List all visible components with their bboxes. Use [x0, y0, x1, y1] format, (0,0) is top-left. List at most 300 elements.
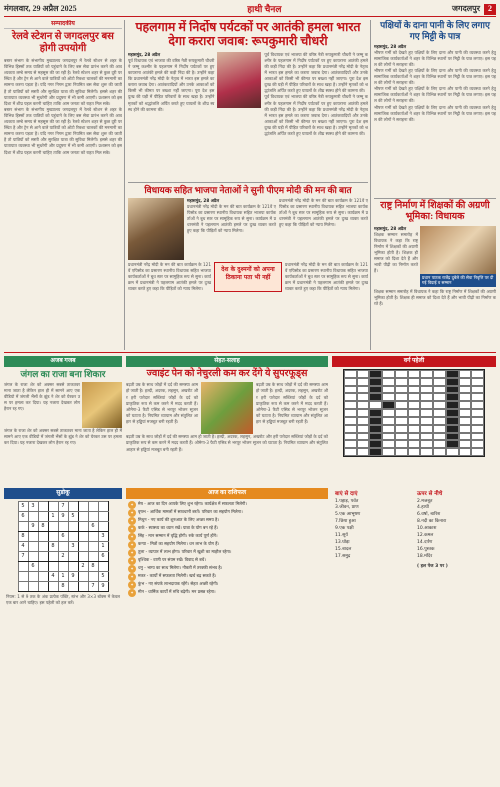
horoscope-text: कर्क - स्वास्थ्य का ध्यान रखें। यात्रा के योग बन रहे हैं।: [138, 525, 219, 530]
sudoku-cell[interactable]: 6: [98, 552, 108, 562]
sudoku-cell[interactable]: 1: [48, 512, 58, 522]
right-top-body: भीषण गर्मी को देखते हुए पक्षियों के लिए दाना और पानी की व्यवस्था करने हेतु सामाजिक कार्यकर्ताओं ने शहर के विभिन्न स्थानों पर मिट्टी के पात्र लगाए। इस पहल की लोगों ने सराहना की।: [374, 49, 496, 67]
crossword-cell[interactable]: [357, 417, 370, 425]
crossword-cell[interactable]: [420, 370, 433, 378]
sudoku-cell[interactable]: 9: [58, 512, 68, 522]
crossword-cell[interactable]: [357, 370, 370, 378]
crossword-cell[interactable]: [408, 433, 421, 441]
crossword-cell[interactable]: [408, 378, 421, 386]
crossword-cell[interactable]: [420, 378, 433, 386]
lead-story: [128, 20, 368, 180]
crossword-cell[interactable]: [357, 440, 370, 448]
sudoku-cell[interactable]: [28, 582, 38, 592]
horoscope-item: [128, 501, 326, 509]
crossword-cell[interactable]: [459, 433, 472, 441]
crossword-clue: 1.पहाड़, पर्वत: [335, 498, 359, 504]
sudoku-cell[interactable]: [68, 552, 78, 562]
crossword-cell: [369, 409, 382, 417]
crossword-clue: 8.नदी का किनारा: [417, 519, 447, 525]
sudoku-row: [18, 542, 108, 552]
sudoku-cell[interactable]: [88, 512, 98, 522]
crossword-cell: [446, 440, 459, 448]
sudoku-cell[interactable]: [78, 502, 88, 512]
sudoku-cell[interactable]: 1: [58, 572, 68, 582]
crossword-cell[interactable]: [344, 440, 357, 448]
lead-body-cont2: पूर्व विधायक एवं भाजपा की वरिष्ठ नेत्री रूपकुमारी चौधरी ने जम्मू कश्मीर के पहलगाम में निर्दोष पर्यटकों पर हुए कायराना आतंकी हमले की कड़ी निंदा की है। उन्होंने कहा कि प्रधानमंत्री नरेंद्र मोदी के नेतृत्व में भारत इस हमले का करारा जवाब देगा। आतंकवादियों और उनके आकाओं को किसी भी कीमत पर बख्शा नहीं जाएगा। पूरा देश इस दुःख की घड़ी में पीड़ित परिवारों के साथ खड़ा है। उन्होंने मृतकों को श्रद्धांजलि अर्पित करते हुए घायलों के शीघ्र स्वस्थ होने की कामना की।: [264, 94, 368, 136]
down-title: ऊपर से नीचे: [417, 491, 443, 497]
right-top-dateline: महासमुंद, 28 अप्रैल: [374, 43, 407, 49]
crossword-cell[interactable]: [395, 433, 408, 441]
crossword-cell[interactable]: [357, 393, 370, 401]
sudoku-cell[interactable]: [18, 522, 28, 532]
sudoku-cell[interactable]: 5: [98, 572, 108, 582]
health-tag: सेहत-सलाह: [126, 356, 328, 367]
sudoku-cell[interactable]: [38, 502, 48, 512]
crossword-cell[interactable]: [459, 417, 472, 425]
sudoku-cell[interactable]: 5: [18, 502, 28, 512]
crossword-cell[interactable]: [344, 378, 357, 386]
crossword-cell[interactable]: [433, 393, 446, 401]
editorial-tag: सम्पादकीय: [4, 20, 122, 29]
crossword-cell[interactable]: [446, 448, 459, 456]
sudoku-rule: नियम: 1 से 9 तक के अंक प्रत्येक पंक्ति, स्तंभ और 3×3 बॉक्स में केवल एक बार आने चाहिए। इस पहेली को हल करें।: [6, 594, 120, 606]
sudoku-cell[interactable]: [88, 532, 98, 542]
crossword-cell[interactable]: [408, 417, 421, 425]
sudoku-cell[interactable]: [38, 562, 48, 572]
crossword-cell[interactable]: [344, 448, 357, 456]
crossword-cell[interactable]: [471, 440, 484, 448]
crossword-cell[interactable]: [382, 370, 395, 378]
sudoku-cell[interactable]: [48, 582, 58, 592]
crossword-cell[interactable]: [344, 433, 357, 441]
sudoku-cell[interactable]: [38, 582, 48, 592]
crossword-cell[interactable]: [357, 433, 370, 441]
crossword-cell[interactable]: [382, 409, 395, 417]
editorial-headline: रेलवे स्टेशन से जगदलपुर बस होगी उपयोगी: [12, 31, 114, 55]
sudoku-cell[interactable]: [68, 562, 78, 572]
sudoku-cell[interactable]: [88, 542, 98, 552]
sudoku-cell[interactable]: [88, 572, 98, 582]
crossword-cell[interactable]: [459, 440, 472, 448]
crossword-cell[interactable]: [459, 370, 472, 378]
horoscope-text: मेष - आज का दिन आपके लिए शुभ रहेगा। कार्यक्षेत्र में सफलता मिलेगी।: [138, 501, 247, 506]
sudoku-cell[interactable]: [98, 522, 108, 532]
crossword-cell[interactable]: [344, 417, 357, 425]
crossword-cell[interactable]: [382, 386, 395, 394]
crossword-cell[interactable]: [471, 425, 484, 433]
crossword-cell[interactable]: [395, 440, 408, 448]
crossword-cell[interactable]: [408, 409, 421, 417]
horoscope-text: वृश्चिक - वाणी पर संयम रखें। विवाद से बचें।: [138, 557, 206, 562]
sudoku-cell[interactable]: [48, 522, 58, 532]
right-mid-story: [374, 198, 496, 350]
sudoku-cell[interactable]: [18, 562, 28, 572]
zodiac-icon: ✦: [128, 533, 136, 541]
horoscope-text: वृषभ - आर्थिक मामलों में सावधानी बरतें। परिवार का सहयोग मिलेगा।: [138, 509, 243, 514]
horoscope-item: [128, 573, 326, 581]
crossword-cell: [446, 370, 459, 378]
crossword-cell[interactable]: [357, 409, 370, 417]
sudoku-cell[interactable]: [28, 572, 38, 582]
crossword-cell[interactable]: [471, 378, 484, 386]
crossword-cell[interactable]: [382, 448, 395, 456]
crossword-cell[interactable]: [408, 440, 421, 448]
lead-headline: पहलगाम में निर्दोष पर्यटकों पर आतंकी हमला भारत देगा करारा जवाब: रूपकुमारी चौधरी: [135, 20, 361, 49]
sudoku-cell[interactable]: 4: [18, 542, 28, 552]
sudoku-cell[interactable]: [68, 582, 78, 592]
crossword-cell[interactable]: [408, 386, 421, 394]
crossword-cell[interactable]: [471, 393, 484, 401]
health-body-cont: बढ़ती उम्र के साथ जोड़ों में दर्द की समस्या आम हो जाती है। हल्दी, अदरक, लहसुन, अखरोट और हरी पत्तेदार सब्जियां जोड़ों के दर्द को प्राकृतिक रूप से कम करने में मदद करती हैं। ओमेगा-3 फैटी एसिड से भरपूर भोजन सूजन को घटाता है। नियमित व्यायाम और संतुलित आहार से हड्डियां मजबूत बनी रहती हैं।: [256, 382, 328, 424]
crossword-cell[interactable]: [344, 425, 357, 433]
crossword-cell[interactable]: [420, 417, 433, 425]
crossword-cell[interactable]: [382, 440, 395, 448]
crossword-cell[interactable]: [395, 378, 408, 386]
sudoku-cell[interactable]: [78, 512, 88, 522]
sudoku-row: [18, 522, 108, 532]
sudoku-cell[interactable]: [38, 572, 48, 582]
crossword-cell[interactable]: [471, 386, 484, 394]
crossword-cell[interactable]: [395, 409, 408, 417]
crossword-cell: [369, 386, 382, 394]
crossword-clue: 2.मजबूत: [417, 498, 433, 504]
sudoku-cell[interactable]: [48, 502, 58, 512]
crossword-cell[interactable]: [433, 378, 446, 386]
horoscope-item: [128, 541, 326, 549]
horoscope-item: [128, 565, 326, 573]
issue-date: मंगलवार, 29 अप्रैल 2025: [4, 4, 77, 14]
crossword-cell[interactable]: [395, 386, 408, 394]
sudoku-cell[interactable]: 7: [18, 552, 28, 562]
crossword-cell: [369, 433, 382, 441]
zodiac-icon: ✦: [128, 517, 136, 525]
crossword-clue: 3.जीवन, प्राण: [335, 505, 359, 511]
sudoku-cell[interactable]: [78, 572, 88, 582]
second-body-cont2: प्रधानमंत्री नरेंद्र मोदी के मन की बात कार्यक्रम के 121वें एपिसोड का प्रसारण स्थानीय विधायक सहित भाजपा कार्यकर्ताओं ने बूथ स्तर पर सामूहिक रूप से सुना। कार्यक्रम में प्रधानमंत्री ने पहलगाम आतंकी हमले पर दुःख व्यक्त करते हुए कहा कि पीड़ितों को न्याय मिलेगा।: [128, 261, 211, 292]
sudoku-cell[interactable]: 7: [58, 502, 68, 512]
crossword-cell[interactable]: [459, 425, 472, 433]
crossword-cell[interactable]: [395, 370, 408, 378]
sudoku-row: [18, 502, 108, 512]
crossword-cell[interactable]: [344, 386, 357, 394]
sudoku-cell[interactable]: [48, 532, 58, 542]
crossword-clue: 14.दर्पण: [417, 540, 433, 546]
crossword-cell[interactable]: [408, 370, 421, 378]
horoscope-item: [128, 525, 326, 533]
crossword-cell[interactable]: [471, 433, 484, 441]
sudoku-cell[interactable]: [98, 562, 108, 572]
right-mid-body-cont: शिक्षक सम्मान समारोह में विधायक ने कहा कि राष्ट्र निर्माण में शिक्षकों की अग्रणी भूमिका होती है। शिक्षक ही समाज को दिशा देते हैं और भावी पीढ़ी का निर्माण करते हैं।: [374, 289, 496, 307]
crossword-cell[interactable]: [420, 440, 433, 448]
pull-quote: देश के दुश्मनों को अपना ठिकाना पता भी नहीं: [214, 262, 282, 292]
crossword-clue: 4.हाथी: [417, 505, 429, 511]
crossword-cell[interactable]: [433, 401, 446, 409]
zodiac-icon: ✦: [128, 501, 136, 509]
wildlife-story: [4, 356, 122, 484]
horoscope-item: [128, 517, 326, 525]
crossword-cell[interactable]: [395, 448, 408, 456]
sudoku-cell[interactable]: 8: [88, 562, 98, 572]
sudoku-cell[interactable]: 4: [48, 572, 58, 582]
crossword-cell[interactable]: [420, 386, 433, 394]
horoscope-title: आज का राशिफल: [126, 488, 328, 499]
zodiac-icon: ✦: [128, 581, 136, 589]
horoscope-text: कुंभ - नए संपर्क लाभदायक रहेंगे। सेहत अच्छी रहेगी।: [138, 581, 219, 586]
second-body-cont3: प्रधानमंत्री नरेंद्र मोदी के मन की बात कार्यक्रम के 121वें एपिसोड का प्रसारण स्थानीय विधायक सहित भाजपा कार्यकर्ताओं ने बूथ स्तर पर सामूहिक रूप से सुना। कार्यक्रम में प्रधानमंत्री ने पहलगाम आतंकी हमले पर दुःख व्यक्त करते हुए कहा कि पीड़ितों को न्याय मिलेगा।: [285, 261, 368, 292]
crossword-cell[interactable]: [471, 448, 484, 456]
sudoku-cell[interactable]: [48, 562, 58, 572]
second-dateline: महासमुंद, 28 अप्रैल: [187, 197, 220, 203]
horoscope-text: कन्या - मित्रों का सहयोग मिलेगा। धन लाभ के योग हैं।: [138, 541, 220, 546]
crossword-grid[interactable]: [343, 369, 485, 457]
crossword-cell[interactable]: [357, 425, 370, 433]
masthead: [4, 3, 496, 17]
sudoku-cell[interactable]: 7: [88, 582, 98, 592]
crossword-cell: [446, 401, 459, 409]
crossword-cell[interactable]: [382, 393, 395, 401]
sudoku-row: [18, 552, 108, 562]
section-name: जगदलपुर: [452, 4, 480, 14]
sudoku-cell[interactable]: 6: [28, 562, 38, 572]
sudoku-cell[interactable]: [38, 512, 48, 522]
crossword-cell[interactable]: [369, 401, 382, 409]
crossword-clue: 10.आकाश: [417, 526, 437, 532]
band-rule: [4, 352, 496, 353]
crossword-cell[interactable]: [471, 370, 484, 378]
sudoku-cell[interactable]: 9: [28, 522, 38, 532]
sudoku-cell[interactable]: [18, 582, 28, 592]
right-mid-body: शिक्षक सम्मान समारोह में विधायक ने कहा कि राष्ट्र निर्माण में शिक्षकों की अग्रणी भूमिका होती है। शिक्षक ही समाज को दिशा देते हैं और भावी पीढ़ी का निर्माण करते हैं।: [374, 231, 418, 274]
crossword-cell[interactable]: [459, 448, 472, 456]
sudoku-cell[interactable]: 8: [48, 542, 58, 552]
sudoku-cell[interactable]: [78, 532, 88, 542]
crossword-cell[interactable]: [433, 386, 446, 394]
crossword-cell[interactable]: [433, 417, 446, 425]
sudoku-cell[interactable]: [58, 542, 68, 552]
crossword-cell[interactable]: [459, 409, 472, 417]
crossword-cell[interactable]: [420, 425, 433, 433]
crossword-cell[interactable]: [344, 401, 357, 409]
sudoku-cell[interactable]: [18, 572, 28, 582]
horoscope-box: [126, 488, 328, 783]
sudoku-cell[interactable]: 6: [18, 512, 28, 522]
crossword-cell[interactable]: [420, 409, 433, 417]
crossword-cell[interactable]: [433, 440, 446, 448]
sudoku-cell[interactable]: 8: [38, 522, 48, 532]
crossword-cell: [446, 393, 459, 401]
crossword-cell[interactable]: [382, 378, 395, 386]
superfood-photo: [201, 382, 253, 434]
health-headline: ज्वाइंट पेन को नेचुरली कम कर देंगे ये सुपरफूड्स: [146, 369, 308, 379]
horoscope-item: [128, 557, 326, 565]
second-body: प्रधानमंत्री नरेंद्र मोदी के मन की बात कार्यक्रम के 121वें एपिसोड का प्रसारण स्थानीय विधायक सहित भाजपा कार्यकर्ताओं ने बूथ स्तर पर सामूहिक रूप से सुना। कार्यक्रम में प्रधानमंत्री ने पहलगाम आतंकी हमले पर दुःख व्यक्त करते हुए कहा कि पीड़ितों को न्याय मिलेगा।: [187, 203, 276, 234]
crossword-cell[interactable]: [395, 393, 408, 401]
crossword-cell[interactable]: [357, 378, 370, 386]
sudoku-cell[interactable]: [78, 582, 88, 592]
zodiac-icon: ✦: [128, 509, 136, 517]
crossword-cell[interactable]: [433, 448, 446, 456]
zodiac-icon: ✦: [128, 549, 136, 557]
right-top-story: [374, 20, 496, 195]
sudoku-cell[interactable]: 9: [68, 572, 78, 582]
crossword-cell: [382, 401, 395, 409]
lead-body-cont: पूर्व विधायक एवं भाजपा की वरिष्ठ नेत्री रूपकुमारी चौधरी ने जम्मू कश्मीर के पहलगाम में निर्दोष पर्यटकों पर हुए कायराना आतंकी हमले की कड़ी निंदा की है। उन्होंने कहा कि प्रधानमंत्री नरेंद्र मोदी के नेतृत्व में भारत इस हमले का करारा जवाब देगा। आतंकवादियों और उनके आकाओं को किसी भी कीमत पर बख्शा नहीं जाएगा। पूरा देश इस दुःख की घड़ी में पीड़ित परिवारों के साथ खड़ा है। उन्होंने मृतकों को श्रद्धांजलि अर्पित करते हुए घायलों के शीघ्र स्वस्थ होने की कामना की।: [264, 51, 368, 94]
across-clues: [335, 499, 411, 562]
lead-body: पूर्व विधायक एवं भाजपा की वरिष्ठ नेत्री रूपकुमारी चौधरी ने जम्मू कश्मीर के पहलगाम में निर्दोष पर्यटकों पर हुए कायराना आतंकी हमले की कड़ी निंदा की है। उन्होंने कहा कि प्रधानमंत्री नरेंद्र मोदी के नेतृत्व में भारत इस हमले का करारा जवाब देगा। आतंकवादियों और उनके आकाओं को किसी भी कीमत पर बख्शा नहीं जाएगा। पूरा देश इस दुःख की घड़ी में पीड़ित परिवारों के साथ खड़ा है। उन्होंने मृतकों को श्रद्धांजलि अर्पित करते हुए घायलों के शीघ्र स्वस्थ होने की कामना की।: [128, 57, 215, 112]
sudoku-cell[interactable]: [28, 552, 38, 562]
sudoku-cell[interactable]: [78, 522, 88, 532]
sudoku-cell[interactable]: 2: [58, 552, 68, 562]
sudoku-cell[interactable]: 3: [28, 502, 38, 512]
zodiac-icon: ✦: [128, 525, 136, 533]
crossword-cell[interactable]: [408, 393, 421, 401]
crossword-cell[interactable]: [433, 370, 446, 378]
sudoku-cell[interactable]: 1: [98, 542, 108, 552]
sudoku-row: [18, 562, 108, 572]
sudoku-row: [18, 582, 108, 592]
sudoku-cell[interactable]: [38, 552, 48, 562]
editorial-body-cont: बस्तर संभाग के संभागीय मुख्यालय जगदलपुर में रेलवे स्टेशन से शहर के विभिन्न हिस्सों तक यात्रियों को पहुंचाने के लिए बस सेवा प्रारंभ करने की आवश्यकता लम्बे समय से महसूस की जा रही है। रेलवे स्टेशन शहर से कुछ दूरी पर स्थित है और ट्रेन से आने वाले यात्रियों को ऑटो रिक्शा चालकों की मनमानी का सामना करना पड़ता है। यदि नगर निगम द्वारा नियमित बस सेवा शुरू की जाती है तो यात्रियों को सस्ती और सुरक्षित यात्रा की सुविधा मिलेगी। इससे शहर की यातायात व्यवस्था भी सुधरेगी और प्रदूषण में भी कमी आएगी। प्रशासन को इस दिशा में शीघ्र पहल करनी चाहिए ताकि आम जनता को राहत मिल सके।: [4, 106, 122, 155]
sudoku-cell[interactable]: [38, 542, 48, 552]
crossword-grid-box: [332, 356, 496, 484]
crossword-clue: 9.एक पक्षी: [335, 526, 354, 532]
sudoku-cell[interactable]: [68, 522, 78, 532]
crossword-cell: [446, 386, 459, 394]
crossword-cell[interactable]: [433, 425, 446, 433]
crossword-cell[interactable]: [344, 393, 357, 401]
horoscope-text: धनु - भाग्य का साथ मिलेगा। नौकरी में तरक्की संभव है।: [138, 565, 223, 570]
crossword-cell[interactable]: [459, 378, 472, 386]
editorial-body: बस्तर संभाग के संभागीय मुख्यालय जगदलपुर में रेलवे स्टेशन से शहर के विभिन्न हिस्सों तक यात्रियों को पहुंचाने के लिए बस सेवा प्रारंभ करने की आवश्यकता लम्बे समय से महसूस की जा रही है। रेलवे स्टेशन शहर से कुछ दूरी पर स्थित है और ट्रेन से आने वाले यात्रियों को ऑटो रिक्शा चालकों की मनमानी का सामना करना पड़ता है। यदि नगर निगम द्वारा नियमित बस सेवा शुरू की जाती है तो यात्रियों को सस्ती और सुरक्षित यात्रा की सुविधा मिलेगी। इससे शहर की यातायात व्यवस्था भी सुधरेगी और प्रदूषण में भी कमी आएगी। प्रशासन को इस दिशा में शीघ्र पहल करनी चाहिए ताकि आम जनता को राहत मिल सके।: [4, 58, 122, 106]
crossword-cell[interactable]: [344, 370, 357, 378]
crossword-cell[interactable]: [420, 401, 433, 409]
zodiac-icon: ✦: [128, 589, 136, 597]
crossword-clue: 13.घोड़ा: [335, 540, 350, 546]
page-number: 2: [484, 4, 496, 15]
crossword-cell[interactable]: [433, 409, 446, 417]
paper-name: हाथी चैनल: [247, 4, 282, 15]
second-story: [128, 182, 368, 350]
sudoku-cell[interactable]: [88, 502, 98, 512]
sudoku-cell[interactable]: 5: [68, 512, 78, 522]
sudoku-cell[interactable]: 2: [78, 562, 88, 572]
crossword-cell[interactable]: [395, 401, 408, 409]
crossword-cell[interactable]: [471, 401, 484, 409]
crossword-cell[interactable]: [344, 409, 357, 417]
sudoku-cell[interactable]: 8: [18, 532, 28, 542]
sudoku-title: सुडोकू: [4, 488, 122, 499]
horoscope-item: [128, 589, 326, 597]
crossword-cell[interactable]: [357, 448, 370, 456]
teacher-farewell-photo: [420, 226, 496, 274]
crossword-cell[interactable]: [357, 386, 370, 394]
sudoku-cell[interactable]: 6: [88, 522, 98, 532]
sudoku-cell[interactable]: [68, 502, 78, 512]
health-body-cont2: बढ़ती उम्र के साथ जोड़ों में दर्द की समस्या आम हो जाती है। हल्दी, अदरक, लहसुन, अखरोट और हरी पत्तेदार सब्जियां जोड़ों के दर्द को प्राकृतिक रूप से कम करने में मदद करती हैं। ओमेगा-3 फैटी एसिड से भरपूर भोजन सूजन को घटाता है। नियमित व्यायाम और संतुलित आहार से हड्डियां मजबूत बनी रहती हैं।: [126, 434, 328, 452]
sudoku-cell[interactable]: 3: [98, 532, 108, 542]
crossword-cell[interactable]: [395, 425, 408, 433]
column-rule: [124, 20, 125, 350]
mann-ki-baat-photo: [128, 198, 184, 260]
horoscope-text: मकर - कार्यों में सफलता मिलेगी। खर्च बढ़ सकते हैं।: [138, 573, 217, 578]
horoscope-text: मिथुन - नए कार्य की शुरुआत के लिए अच्छा समय है।: [138, 517, 219, 522]
crossword-cell[interactable]: [408, 448, 421, 456]
zodiac-icon: ✦: [128, 565, 136, 573]
sudoku-cell[interactable]: [68, 532, 78, 542]
crossword-cell[interactable]: [408, 425, 421, 433]
lion-photo: [82, 382, 122, 428]
right-mid-headline: राष्ट्र निर्माण में शिक्षकों की अग्रणी भूमिका: विधायक: [380, 201, 490, 223]
crossword-cell[interactable]: [420, 448, 433, 456]
zodiac-icon: ✦: [128, 557, 136, 565]
sudoku-cell[interactable]: 9: [98, 582, 108, 592]
horoscope-item: [128, 581, 326, 589]
column-rule-right: [370, 20, 371, 350]
sudoku-cell[interactable]: [88, 552, 98, 562]
crossword-clues-box: [332, 488, 496, 783]
sudoku-cell[interactable]: [48, 552, 58, 562]
crossword-cell[interactable]: [395, 417, 408, 425]
right-top-body-cont: भीषण गर्मी को देखते हुए पक्षियों के लिए दाना और पानी की व्यवस्था करने हेतु सामाजिक कार्यकर्ताओं ने शहर के विभिन्न स्थानों पर मिट्टी के पात्र लगाए। इस पहल की लोगों ने सराहना की।: [374, 67, 496, 86]
crossword-cell[interactable]: [382, 417, 395, 425]
crossword-clue: 15.बादल: [335, 547, 352, 553]
right-top-body-cont2: भीषण गर्मी को देखते हुए पक्षियों के लिए दाना और पानी की व्यवस्था करने हेतु सामाजिक कार्यकर्ताओं ने शहर के विभिन्न स्थानों पर मिट्टी के पात्र लगाए। इस पहल की लोगों ने सराहना की।: [374, 86, 496, 104]
crossword-cell[interactable]: [471, 409, 484, 417]
crossword-cell[interactable]: [357, 401, 370, 409]
sudoku-cell[interactable]: [28, 512, 38, 522]
crossword-cell: [446, 378, 459, 386]
sudoku-row: [18, 512, 108, 522]
sudoku-grid[interactable]: [18, 501, 109, 592]
sudoku-cell[interactable]: [78, 552, 88, 562]
photo-caption: प्रधान पाठक राजेंद्र दुबेले की सेवा निवृत्ति पर दी गई विदाई व सम्मान: [420, 274, 496, 287]
crossword-clue: 17.समुद्र: [335, 554, 351, 560]
sudoku-cell[interactable]: 3: [68, 542, 78, 552]
crossword-cell[interactable]: [433, 433, 446, 441]
sudoku-cell[interactable]: [28, 532, 38, 542]
sudoku-cell[interactable]: [58, 522, 68, 532]
zodiac-icon: ✦: [128, 573, 136, 581]
crossword-cell[interactable]: [382, 433, 395, 441]
sudoku-cell[interactable]: [98, 502, 108, 512]
horoscope-item: [128, 509, 326, 517]
sudoku-cell[interactable]: [58, 562, 68, 572]
sudoku-cell[interactable]: [98, 512, 108, 522]
horoscope-text: तुला - व्यापार में लाभ होगा। परिवार में खुशी का माहौल रहेगा।: [138, 549, 232, 554]
crossword-title: वर्ग पहेली: [332, 356, 496, 367]
crossword-cell[interactable]: [471, 417, 484, 425]
crossword-cell[interactable]: [459, 401, 472, 409]
crossword-cell[interactable]: [420, 393, 433, 401]
crossword-cell[interactable]: [420, 433, 433, 441]
sudoku-cell[interactable]: 8: [58, 582, 68, 592]
crossword-clue: 6.वर्षा, बारिश: [417, 512, 441, 518]
across-title: बाएं से दाएं: [335, 491, 358, 497]
crossword-cell[interactable]: [459, 386, 472, 394]
crossword-cell[interactable]: [408, 401, 421, 409]
sudoku-cell[interactable]: [78, 542, 88, 552]
sudoku-cell[interactable]: [28, 542, 38, 552]
crossword-cell[interactable]: [459, 393, 472, 401]
sudoku-cell[interactable]: 6: [58, 532, 68, 542]
editorial-column: [4, 20, 122, 350]
crossword-cell[interactable]: [382, 425, 395, 433]
crossword-clue: 16.पुस्तक: [417, 547, 435, 553]
sudoku-cell[interactable]: [38, 532, 48, 542]
crossword-clue: 5.एक आभूषण: [335, 512, 361, 518]
wildlife-body: जंगल के राजा शेर को अक्सर सबसे ताकतवर माना जाता है लेकिन हाल ही में सामने आए एक वीडियो में जंगली भैंसों के झुंड ने शेर को घेरकर उस पर हमला कर दिया। यह नजारा देखकर लोग हैरान रह गए।: [4, 381, 80, 412]
sudoku-row: [18, 572, 108, 582]
